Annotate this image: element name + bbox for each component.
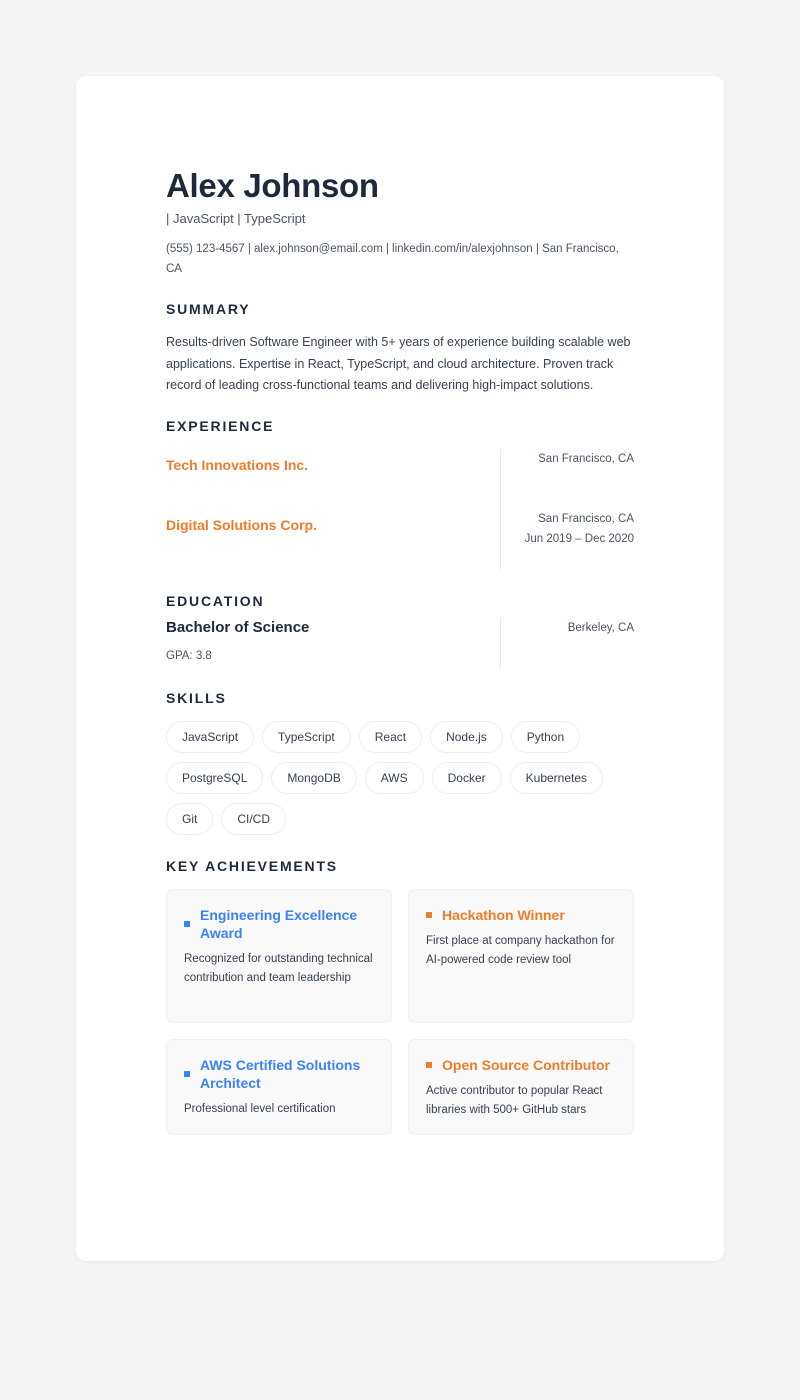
education-item <box>166 618 634 669</box>
skill-chip: MongoDB <box>271 762 356 794</box>
gpa: GPA: 3.8 <box>166 649 212 662</box>
education-heading: EDUCATION <box>166 592 265 609</box>
experience-item <box>166 449 634 475</box>
square-bullet-icon <box>184 921 190 927</box>
skills-section <box>166 689 634 835</box>
square-bullet-icon <box>426 1062 432 1068</box>
achievements-heading: KEY ACHIEVEMENTS <box>166 857 338 874</box>
achievement-description: Professional level certification <box>184 1102 336 1115</box>
experience-heading: EXPERIENCE <box>166 417 275 434</box>
skill-chip: Python <box>511 721 580 753</box>
skill-chip: JavaScript <box>166 721 254 753</box>
skill-chip: Node.js <box>430 721 503 753</box>
achievement-title: Open Source Contributor <box>442 1056 610 1073</box>
achievement-title: AWS Certified Solutions Architect <box>200 1056 361 1091</box>
skill-chip: Kubernetes <box>510 762 603 794</box>
achievement-card <box>166 1039 392 1135</box>
job-dates: Jun 2019 – Dec 2020 <box>524 533 634 545</box>
skill-chip: Docker <box>432 762 502 794</box>
skills-list <box>166 721 634 835</box>
summary-section <box>166 300 634 397</box>
resume-content <box>166 166 634 1135</box>
achievement-header <box>184 906 374 942</box>
achievement-card <box>408 1039 634 1135</box>
company-name: Tech Innovations Inc. <box>166 456 309 473</box>
achievement-description: Active contributor to popular React libraries with 500+ GitHub stars <box>426 1084 603 1116</box>
experience-item <box>166 509 634 545</box>
column-divider <box>500 618 501 669</box>
achievement-header <box>426 1056 616 1074</box>
company-name: Digital Solutions Corp. <box>166 516 317 533</box>
experience-list <box>166 449 634 570</box>
achievements-grid <box>166 889 634 1135</box>
skills-heading: SKILLS <box>166 689 227 706</box>
achievement-description: First place at company hackathon for AI-powered code review tool <box>426 934 615 966</box>
summary-heading: SUMMARY <box>166 301 251 317</box>
achievement-header <box>184 1056 374 1092</box>
experience-meta <box>524 449 634 470</box>
experience-section <box>166 417 634 570</box>
skill-chip: CI/CD <box>221 803 286 835</box>
education-meta <box>524 618 634 639</box>
achievement-title: Engineering Excellence Award <box>200 906 358 941</box>
contact-info: (555) 123-4567 | alex.johnson@email.com | linkedin.com/in/alexjohnson | San Francisco, CA <box>166 243 619 275</box>
degree-name: Bachelor of Science <box>166 618 310 636</box>
experience-meta <box>524 509 634 550</box>
square-bullet-icon <box>184 1071 190 1077</box>
achievement-title: Hackathon Winner <box>442 906 565 923</box>
skill-chip: TypeScript <box>262 721 351 753</box>
resume-page <box>76 76 724 1261</box>
skill-chip: PostgreSQL <box>166 762 263 794</box>
job-location: San Francisco, CA <box>538 452 634 465</box>
skill-chip: Git <box>166 803 213 835</box>
achievement-header <box>426 906 616 924</box>
school-location: Berkeley, CA <box>567 621 634 634</box>
tagline: | JavaScript | TypeScript <box>166 211 306 226</box>
achievement-card <box>408 889 634 1023</box>
achievement-description: Recognized for outstanding technical contribution and team leadership <box>184 952 373 984</box>
resume-header <box>166 166 634 279</box>
skill-chip: AWS <box>365 762 424 794</box>
candidate-name: Alex Johnson <box>166 167 379 204</box>
skill-chip: React <box>359 721 422 753</box>
achievements-section <box>166 857 634 1135</box>
square-bullet-icon <box>426 912 432 918</box>
job-location: San Francisco, CA <box>538 512 634 525</box>
summary-text: Results-driven Software Engineer with 5+ years of experience building scalable web applications. Expertise in React, TypeScript, and cloud architecture. Proven track record of leading cross-functional teams and delivering high-impact solutions. <box>166 335 631 392</box>
education-section <box>166 592 634 669</box>
achievement-card <box>166 889 392 1023</box>
